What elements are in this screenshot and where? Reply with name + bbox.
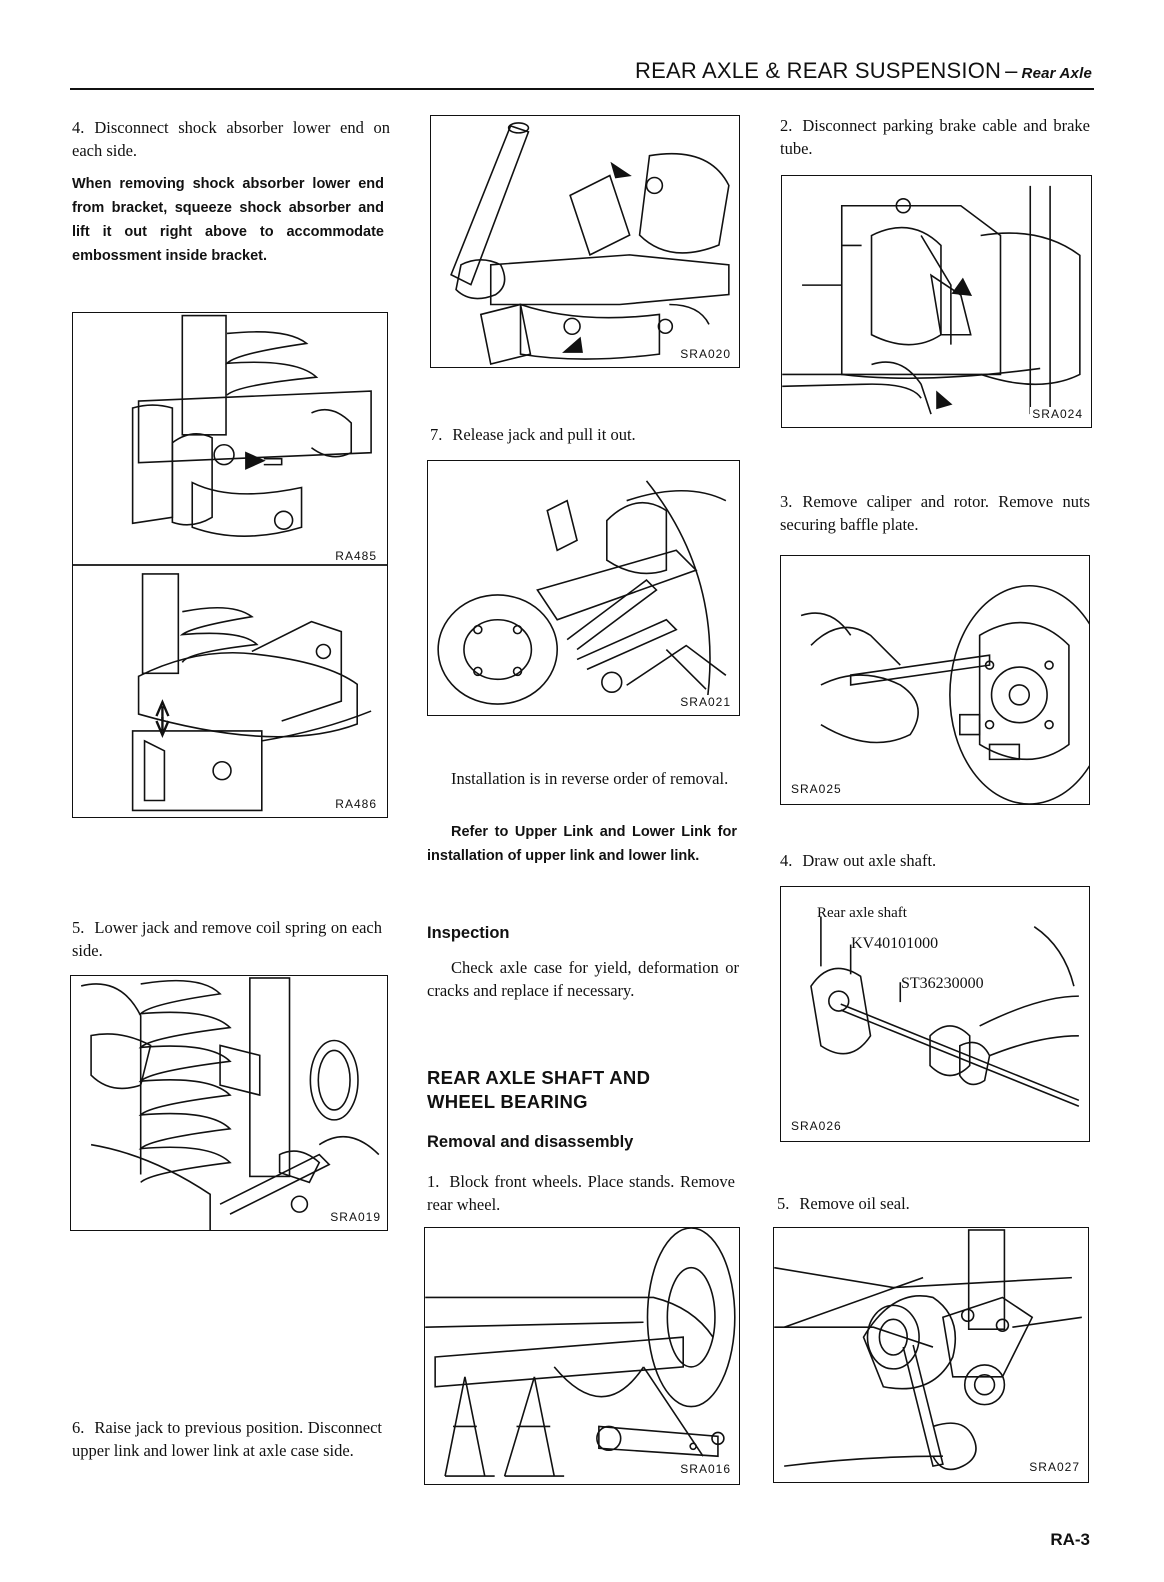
figure-sra025 [780,555,1090,805]
step-text: Raise jack to previous position. Disconnect upper link and lower link at axle case side. [72,1418,382,1460]
step-number: 4. [72,118,85,137]
figure-label-ra485: RA485 [335,549,377,563]
figure-label-sra026: SRA026 [791,1119,842,1133]
step-text: Block front wheels. Place stands. Remove rear wheel. [427,1172,735,1214]
step-text: Lower jack and remove coil spring on each side. [72,918,382,960]
link-disconnect-illustration [431,116,739,367]
figure-label-sra020: SRA020 [680,347,731,361]
coil-spring-illustration [71,976,387,1230]
left-step-6 [72,1416,382,1462]
callout-rear-axle-shaft: Rear axle shaft [817,905,907,921]
figure-sra027 [773,1227,1089,1483]
step-text: Disconnect parking brake cable and brake tube. [780,116,1090,158]
step-text: Remove oil seal. [799,1194,910,1213]
installation-text: Installation is in reverse order of removal. [451,769,729,788]
figure-sra026 [780,886,1090,1142]
figure-label-sra025: SRA025 [791,782,842,796]
stands-illustration [425,1228,739,1484]
step-number: 4. [780,851,793,870]
brake-cable-illustration [782,176,1091,427]
step-text: Disconnect shock absorber lower end on each side. [72,118,390,160]
page-number: RA-3 [1050,1530,1090,1549]
middle-step-7 [430,423,740,446]
step-text: Draw out axle shaft. [802,851,937,870]
right-step-4 [780,849,1090,872]
shock-absorber-illustration [73,313,387,817]
caliper-rotor-illustration [781,556,1089,804]
removal-title: Removal and disassembly [427,1133,634,1151]
step-number: 6. [72,1418,85,1437]
section-title-line-1: REAR AXLE SHAFT AND [427,1067,651,1088]
step-number: 1. [427,1172,440,1191]
inspection-text: Check axle case for yield, deformation or cracks and replace if necessary. [427,958,739,1000]
inspection-title: Inspection [427,924,510,942]
figure-label-sra016: SRA016 [680,1462,731,1476]
left-step-4 [72,116,390,162]
left-step-5 [72,916,382,962]
figure-label-sra027: SRA027 [1029,1460,1080,1474]
step-number: 3. [780,492,793,511]
installation-note: Refer to Upper Link and Lower Link for installation of upper link and lower link. [427,824,737,864]
step-text: Remove caliper and rotor. Remove nuts securing baffle plate. [780,492,1090,534]
section-title-rear-axle-shaft [427,1066,650,1114]
header-rule [70,88,1094,90]
right-step-5 [777,1192,1087,1215]
page-header [635,58,1092,84]
figure-label-sra019: SRA019 [330,1210,381,1224]
right-step-2 [780,114,1090,160]
callout-tool-kv40101000: KV40101000 [851,935,939,952]
section-title-line-2: WHEEL BEARING [427,1091,588,1112]
axle-shaft-illustration [781,887,1089,1141]
step-text: Release jack and pull it out. [452,425,636,444]
left-step-4-note: When removing shock absorber lower end from bracket, squeeze shock absorber and lift it out right above to accommodate embossment inside bracket. [72,176,384,264]
figure-label-sra021: SRA021 [680,695,731,709]
callout-tool-st36230000: ST36230000 [901,975,984,992]
oil-seal-illustration [774,1228,1088,1482]
step-number: 5. [777,1194,790,1213]
figure-label-sra024: SRA024 [1032,407,1083,421]
figure-label-ra486: RA486 [335,797,377,811]
figure-sra024 [781,175,1092,428]
figure-sra019 [70,975,388,1231]
figure-ra485-ra486 [72,312,388,818]
figure-sra016 [424,1227,740,1485]
figure-sra020 [430,115,740,368]
step-number: 7. [430,425,443,444]
step-number: 2. [780,116,793,135]
header-title: REAR AXLE & REAR SUSPENSION [635,58,1002,83]
step-number: 5. [72,918,85,937]
header-dash: – [1005,58,1018,83]
jack-release-illustration [428,461,739,715]
right-step-3 [780,490,1090,536]
figure-sra021 [427,460,740,716]
middle-step-1 [427,1170,735,1216]
header-subtitle: Rear Axle [1021,65,1092,82]
